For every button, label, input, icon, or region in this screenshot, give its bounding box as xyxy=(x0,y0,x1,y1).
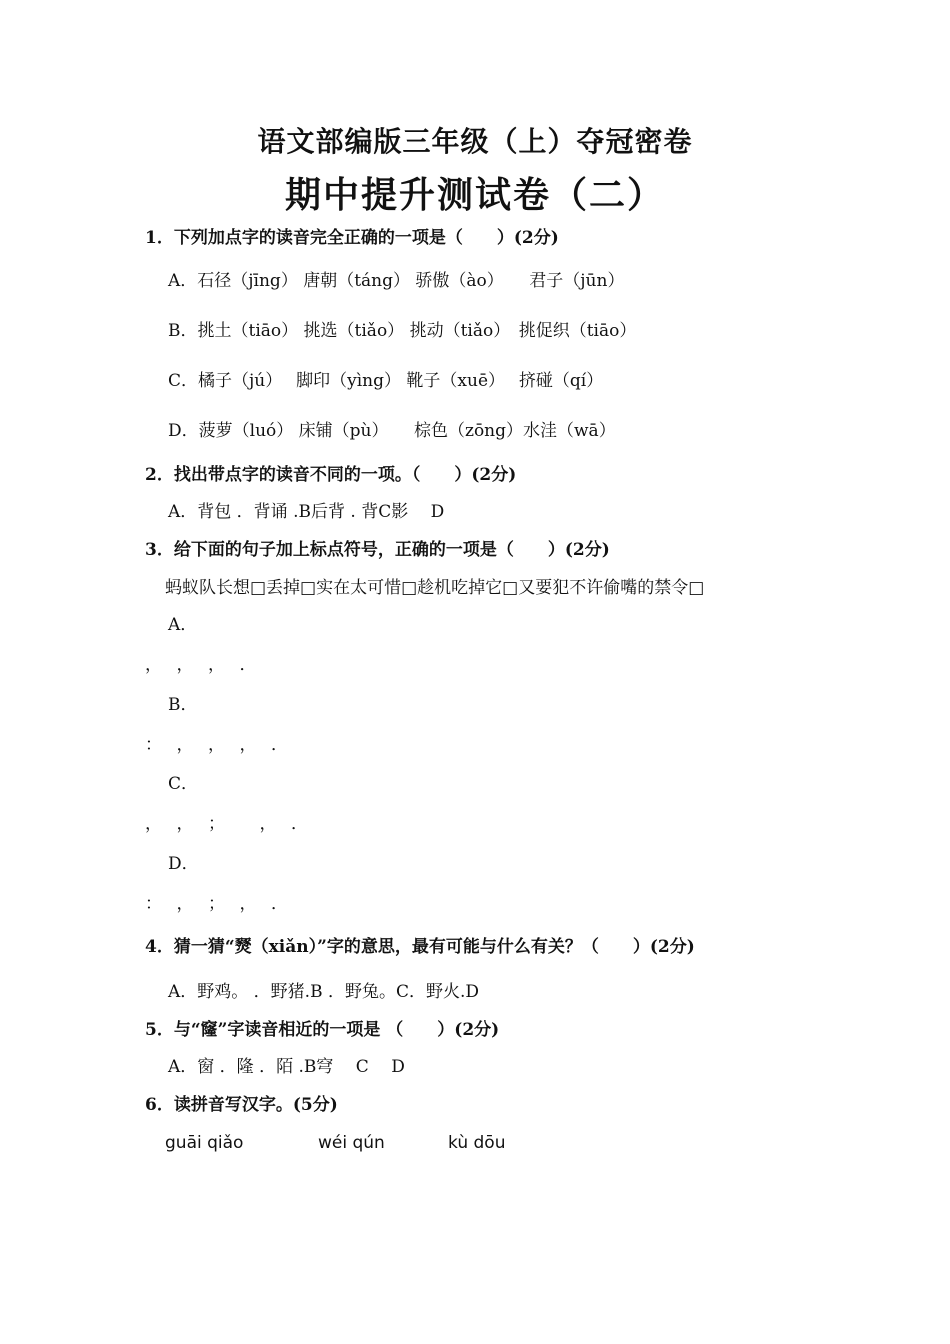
question-5-stem: 5．与“窿”字读音相近的一项是 （ ）(2分) xyxy=(145,1020,500,1040)
question-1-stem: 1．下列加点字的读音完全正确的一项是（ ）(2分) xyxy=(145,228,559,248)
question-1-option-d: D．菠萝（luó） 床铺（pù） 棕色（zōng）水洼（wā） xyxy=(168,421,616,441)
question-3-option-d-label: D． xyxy=(168,854,199,874)
question-3-option-a-punctuation: ， ， ， ． xyxy=(145,655,260,675)
question-1-option-b: B．挑土（tiāo） 挑选（tiǎo） 挑动（tiǎo） 挑促织（tiāo） xyxy=(168,321,637,341)
question-2-stem: 2．找出带点字的读音不同的一项。（ ）(2分) xyxy=(145,465,517,485)
question-3-option-c-punctuation: ， ， ； ， ． xyxy=(145,814,311,834)
question-3-option-a-label: A． xyxy=(168,615,198,635)
question-6-pinyin-2: wéi qún xyxy=(318,1133,385,1153)
question-6-stem: 6．读拼音写汉字。(5分) xyxy=(145,1095,338,1115)
question-3-option-b-punctuation: ： ， ， ， ． xyxy=(145,735,291,755)
question-6-pinyin-1: guāi qiǎo xyxy=(165,1133,244,1153)
question-4-options: A．野鸡。 ．野猪.B ．野兔。C．野火.D xyxy=(168,982,480,1002)
question-3-option-c-label: C． xyxy=(168,774,199,794)
question-3-sentence: 蚂蚁队长想□丢掉□实在太可惜□趁机吃掉它□又要犯不许偷嘴的禁令□ xyxy=(165,578,705,598)
question-1-option-a: A．石径（jīng） 唐朝（táng） 骄傲（ào） 君子（jūn） xyxy=(168,271,625,291)
question-3-stem: 3．给下面的句子加上标点符号，正确的一项是（ ）(2分) xyxy=(145,540,610,560)
question-1-option-c: C．橘子（jú） 脚印（yìng） 靴子（xuē） 挤碰（qí） xyxy=(168,371,604,391)
question-6-pinyin-3: kù dōu xyxy=(448,1133,506,1153)
question-3-option-b-label: B． xyxy=(168,695,198,715)
question-3-option-d-punctuation: ： ， ； ， ． xyxy=(145,894,291,914)
question-2-options: A．背包 ．背诵 .B后背 . 背C影 D xyxy=(168,502,445,522)
question-4-stem: 4．猜一猜“燹（xiǎn）”字的意思，最有可能与什么有关？（ ）(2分) xyxy=(145,937,695,957)
question-5-options: A．窗 ．隆 ．陌 .B穹 C D xyxy=(168,1057,405,1077)
exam-series-title: 语文部编版三年级（上）夺冠密卷 xyxy=(257,125,693,158)
exam-title: 期中提升测试卷（二） xyxy=(284,174,665,216)
